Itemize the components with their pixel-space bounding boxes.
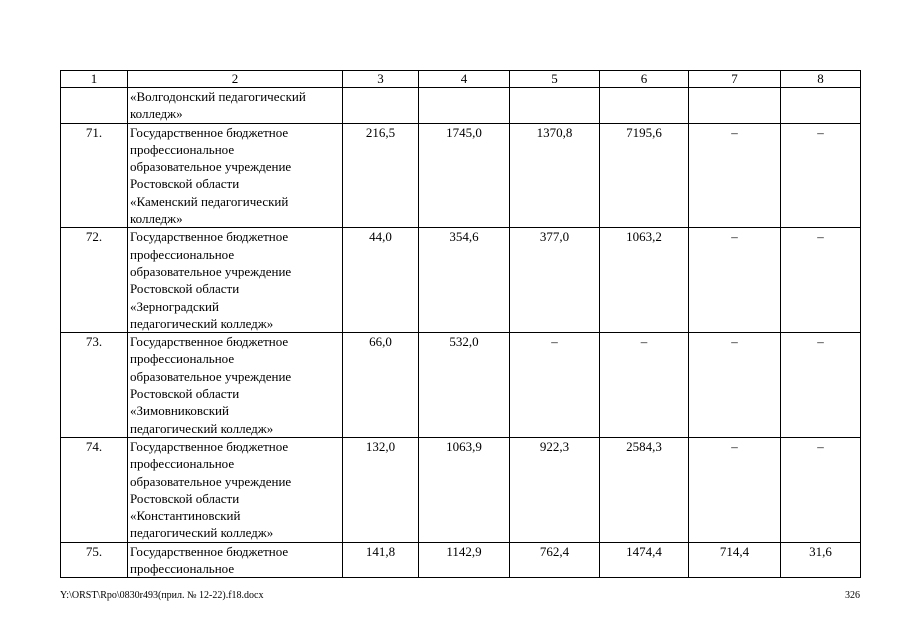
value-cell: – [781, 123, 861, 228]
value-cell: 714,4 [689, 542, 781, 578]
value-cell: 2584,3 [600, 437, 689, 542]
value-cell: – [689, 333, 781, 438]
institution-name-line: образовательное учреждение [130, 473, 292, 489]
value-cell: 922,3 [510, 437, 600, 542]
institution-name-line: профессиональное [130, 561, 235, 577]
budget-table [60, 70, 861, 578]
table-row [61, 542, 861, 578]
value-cell: 1063,9 [419, 437, 510, 542]
institution-name-line: Государственное бюджетное [130, 438, 289, 454]
header-cell: 7 [689, 71, 781, 88]
value-cell: 1063,2 [600, 228, 689, 333]
institution-name [128, 542, 343, 578]
value-cell: 216,5 [343, 123, 419, 228]
value-cell [510, 88, 600, 124]
value-cell: 1370,8 [510, 123, 600, 228]
value-cell: – [781, 333, 861, 438]
institution-name-line: педагогический колледж» [130, 315, 274, 331]
header-cell: 2 [128, 71, 343, 88]
header-cell: 3 [343, 71, 419, 88]
value-cell: 532,0 [419, 333, 510, 438]
institution-name [128, 437, 343, 542]
header-cell: 1 [61, 71, 128, 88]
value-cell: 44,0 [343, 228, 419, 333]
value-cell: 1745,0 [419, 123, 510, 228]
institution-name-line: педагогический колледж» [130, 420, 274, 436]
value-cell [600, 88, 689, 124]
row-number: 71. [61, 123, 128, 228]
institution-name-line: образовательное учреждение [130, 159, 292, 175]
table-row [61, 88, 861, 124]
row-number: 72. [61, 228, 128, 333]
institution-name [128, 88, 343, 124]
value-cell: 132,0 [343, 437, 419, 542]
row-number: 74. [61, 437, 128, 542]
institution-name-line: Государственное бюджетное [130, 124, 289, 140]
value-cell: 7195,6 [600, 123, 689, 228]
institution-name-line: колледж» [130, 106, 183, 122]
institution-name-line: «Зимовниковский [130, 403, 229, 419]
table-row [61, 123, 861, 228]
header-cell: 8 [781, 71, 861, 88]
institution-name-line: «Константиновский [130, 508, 241, 524]
institution-name-line: Ростовской области [130, 176, 240, 192]
value-cell [781, 88, 861, 124]
institution-name-line: «Волгодонский педагогический [130, 89, 306, 104]
table-row [61, 437, 861, 542]
value-cell: – [781, 437, 861, 542]
institution-name-line: профессиональное [130, 141, 235, 157]
table-row [61, 333, 861, 438]
institution-name-line: образовательное учреждение [130, 368, 292, 384]
value-cell: – [781, 228, 861, 333]
institution-name-line: профессиональное [130, 456, 235, 472]
header-cell: 5 [510, 71, 600, 88]
institution-name [128, 123, 343, 228]
row-number: 75. [61, 542, 128, 578]
value-cell: 141,8 [343, 542, 419, 578]
value-cell: – [510, 333, 600, 438]
value-cell [343, 88, 419, 124]
institution-name-line: образовательное учреждение [130, 263, 292, 279]
value-cell: 354,6 [419, 228, 510, 333]
value-cell: – [689, 123, 781, 228]
row-number: 73. [61, 333, 128, 438]
value-cell: – [600, 333, 689, 438]
value-cell: 1142,9 [419, 542, 510, 578]
table-body [61, 71, 861, 578]
row-number [61, 88, 128, 124]
header-cell: 6 [600, 71, 689, 88]
institution-name-line: Ростовской области [130, 490, 240, 506]
value-cell [419, 88, 510, 124]
value-cell: 31,6 [781, 542, 861, 578]
value-cell: – [689, 437, 781, 542]
institution-name-line: «Зерноградский [130, 298, 219, 314]
institution-name [128, 228, 343, 333]
institution-name-line: Государственное бюджетное [130, 334, 289, 350]
value-cell: 762,4 [510, 542, 600, 578]
value-cell [689, 88, 781, 124]
value-cell: 66,0 [343, 333, 419, 438]
institution-name-line: педагогический колледж» [130, 525, 274, 541]
institution-name-line: профессиональное [130, 351, 235, 367]
institution-name [128, 333, 343, 438]
institution-name-line: профессиональное [130, 246, 235, 262]
value-cell: 1474,4 [600, 542, 689, 578]
value-cell: – [689, 228, 781, 333]
institution-name-line: колледж» [130, 211, 183, 227]
institution-name-line: «Каменский педагогический [130, 193, 289, 209]
institution-name-line: Государственное бюджетное [130, 543, 289, 559]
table-header-row [61, 71, 861, 88]
institution-name-line: Ростовской области [130, 386, 240, 402]
institution-name-line: Ростовской области [130, 281, 240, 297]
header-cell: 4 [419, 71, 510, 88]
value-cell: 377,0 [510, 228, 600, 333]
page-number: 326 [845, 590, 860, 601]
table-row [61, 228, 861, 333]
institution-name-line: Государственное бюджетное [130, 229, 289, 245]
footer-file-path: Y:\ORST\Rpo\0830r493(прил. № 12-22).f18.docx [60, 590, 264, 601]
